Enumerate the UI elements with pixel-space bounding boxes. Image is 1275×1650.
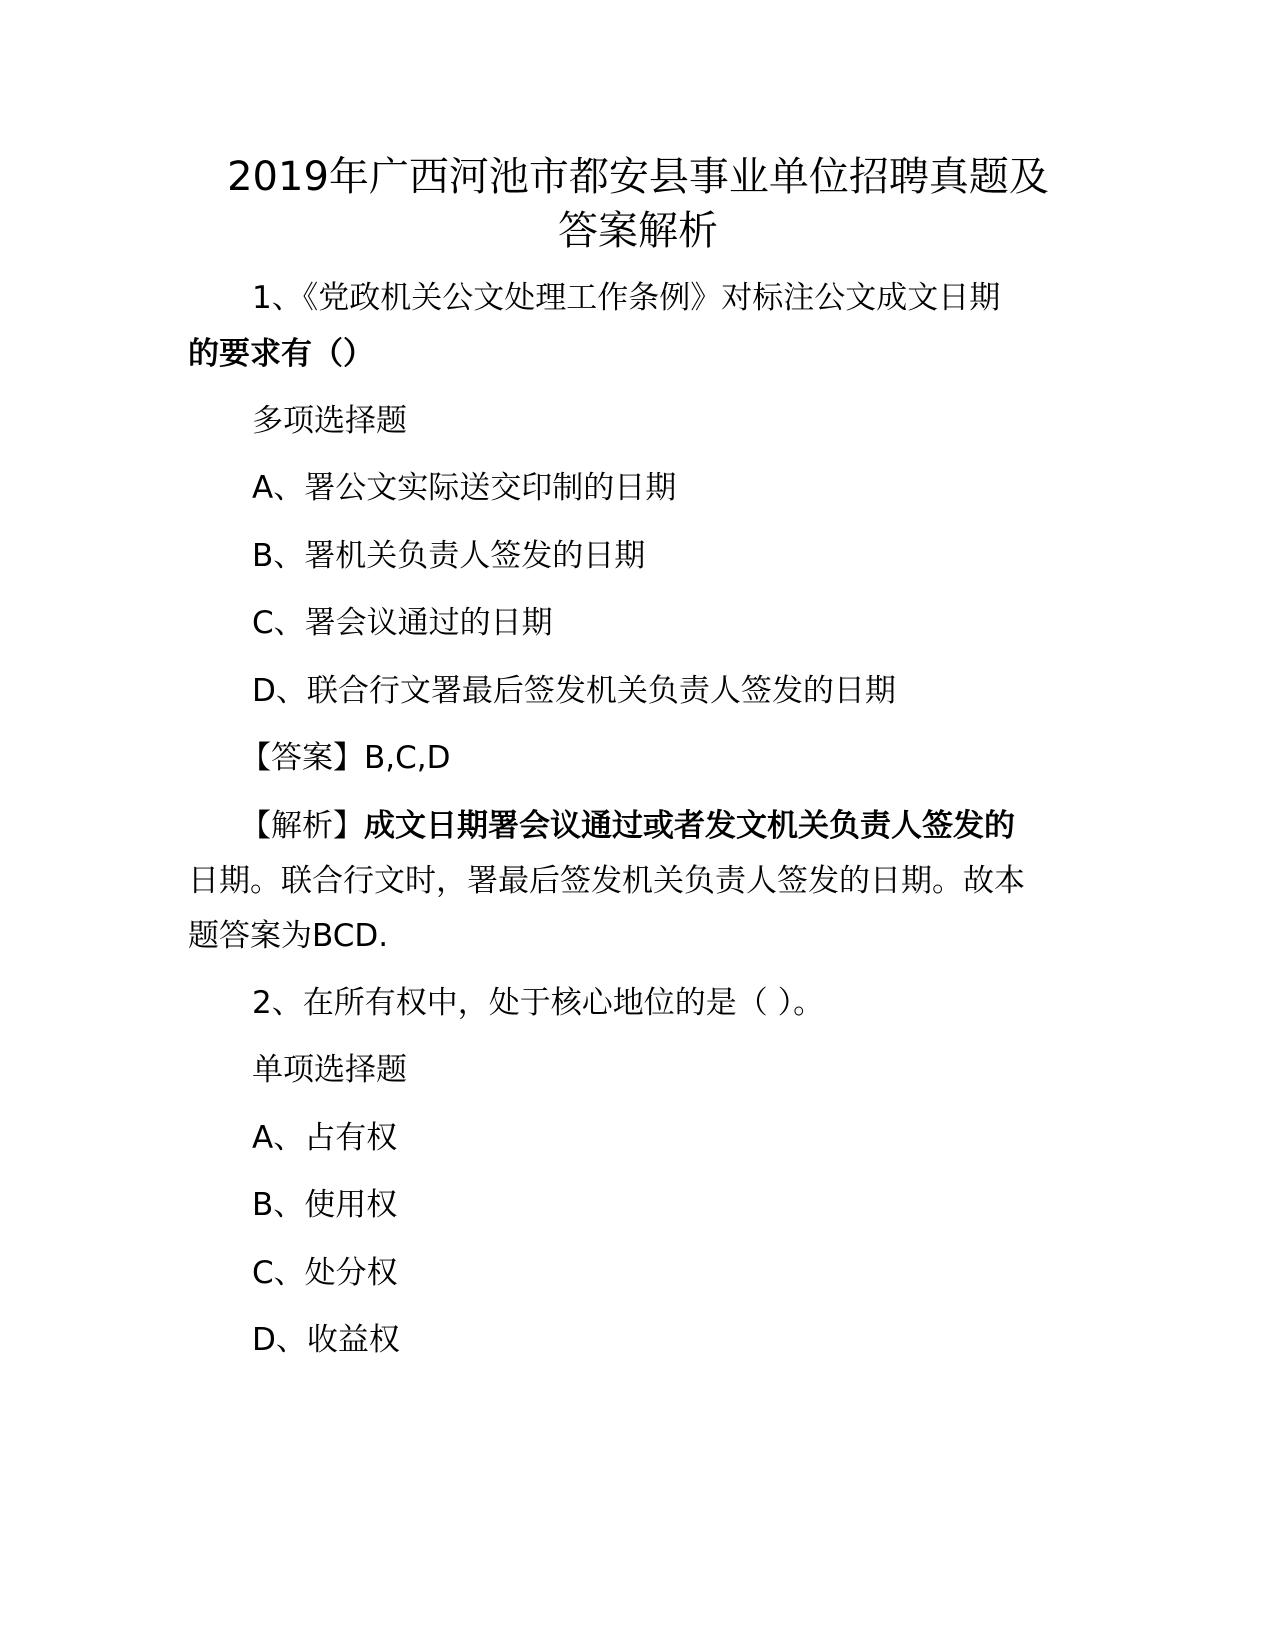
q1-analysis-line-1: [240, 806, 1015, 846]
q1-stem-line-2: 的要求有（）: [188, 336, 374, 372]
q1-analysis-text-1: 成文日期署会议通过或者发文机关负责人签发的: [364, 808, 1015, 844]
q1-question-type: 多项选择题: [252, 403, 407, 439]
title-line-1: 2019年广西河池市都安县事业单位招聘真题及: [227, 154, 1049, 200]
document-title: [188, 150, 1088, 258]
q2-option-b: B、使用权: [252, 1187, 398, 1223]
q1-option-a: A、署公文实际送交印制的日期: [252, 470, 677, 506]
q1-analysis-line-3: 题答案为BCD.: [188, 918, 389, 954]
q2-option-a: A、占有权: [252, 1120, 398, 1156]
q2-stem: 2、在所有权中，处于核心地位的是（ ）。: [252, 985, 825, 1021]
q1-answer: 【答案】B,C,D: [240, 740, 451, 776]
q1-option-d: D、联合行文署最后签发机关负责人签发的日期: [252, 673, 896, 709]
q2-option-d: D、收益权: [252, 1322, 400, 1358]
q1-option-b: B、署机关负责人签发的日期: [252, 538, 646, 574]
q1-analysis-label: 【解析】: [240, 808, 364, 844]
q2-question-type: 单项选择题: [252, 1052, 407, 1088]
q2-option-c: C、处分权: [252, 1255, 398, 1291]
q1-analysis-line-2: 日期。联合行文时，署最后签发机关负责人签发的日期。故本: [188, 863, 1025, 899]
title-line-2: 答案解析: [558, 208, 718, 254]
q1-option-c: C、署会议通过的日期: [252, 605, 553, 641]
q1-stem-line-1: 1、《党政机关公文处理工作条例》对标注公文成文日期: [252, 280, 1001, 316]
